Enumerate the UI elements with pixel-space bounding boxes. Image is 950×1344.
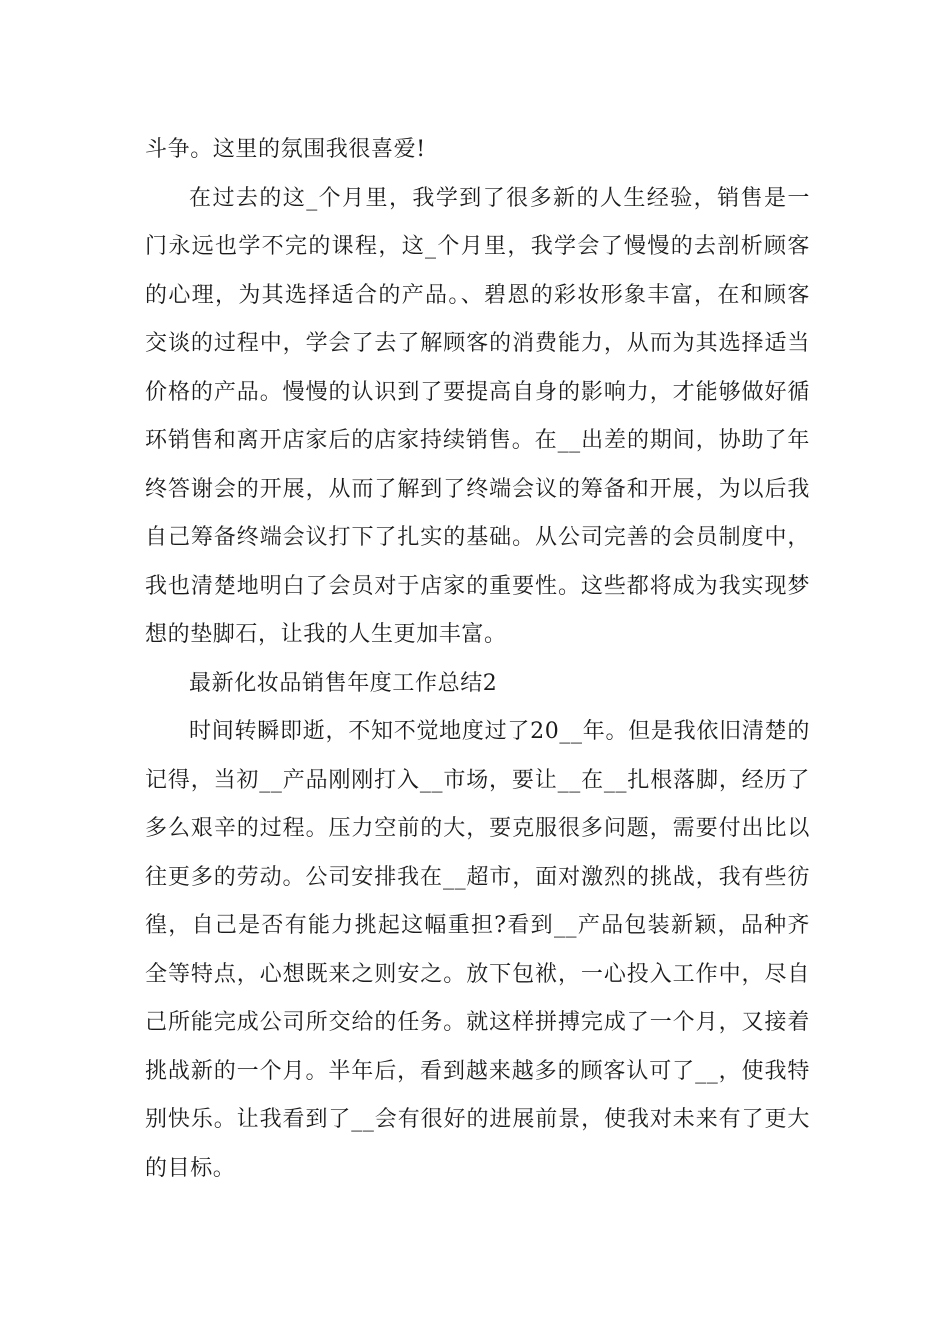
document-body — [145, 126, 810, 1193]
paragraph-continuation: 斗争。这里的氛围我很喜爱! — [145, 137, 426, 162]
paragraph-experience: 在过去的这_个月里，我学到了很多新的人生经验，销售是一门永远也学不完的课程，这_个月里，我学会了慢慢的去剖析顾客的心理，为其选择适合的产品。、碧恩的彩妆形象丰富，在和顾客交谈的过程中，学会了去了解顾客的消费能力，从而为其选择适当价格的产品。慢慢的认识到了要提高自身的影响力，才能够做好循环销售和离开店家后的店家持续销售。在__出差的期间，协助了年终答谢会的开展，从而了解到了终端会议的筹备和开展，为以后我自己筹备终端会议打下了扎实的基础。从公司完善的会员制度中，我也清楚地明白了会员对于店家的重要性。这些都将成为我实现梦想的垫脚石，让我的人生更加丰富。 — [145, 185, 810, 647]
section-heading: 最新化妆品销售年度工作总结2 — [189, 670, 498, 696]
paragraph-summary: 时间转瞬即逝，不知不觉地度过了20__年。但是我依旧清楚的记得，当初__产品刚刚打入__市场，要让__在__扎根落脚，经历了多么艰辛的过程。压力空前的大，要克服很多问题，需要付出比以往更多的劳动。公司安排我在__超市，面对激烈的挑战，我有些彷徨，自己是否有能力挑起这幅重担?看到__产品包装新颖，品种齐全等特点，心想既来之则安之。放下包袱，一心投入工作中，尽自己所能完成公司所交给的任务。就这样拼搏完成了一个月，又接着挑战新的一个月。半年后，看到越来越多的顾客认可了__，使我特别快乐。让我看到了__会有很好的进展前景，使我对未来有了更大的目标。 — [145, 719, 810, 1181]
